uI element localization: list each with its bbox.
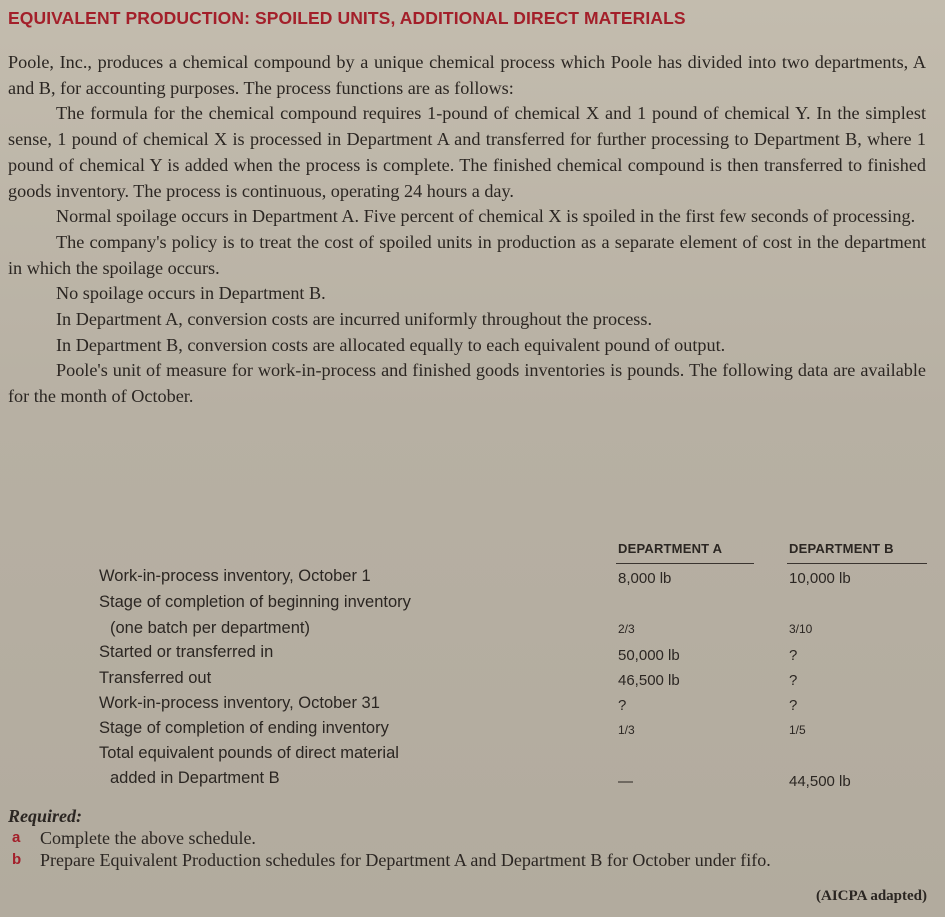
item-text: Complete the above schedule. — [40, 828, 256, 848]
paragraph: Poole, Inc., produces a chemical compound by a unique chemical process which Poole has divided into two departments, A and B, for accounting purposes. The process functions are as follows: — [8, 52, 926, 98]
column-header-department-b: DEPARTMENT B — [789, 541, 894, 556]
cell-dept-a: 46,500 lb — [618, 672, 680, 689]
column-header-department-a: DEPARTMENT A — [618, 541, 723, 556]
paragraph: Poole's unit of measure for work-in-process and finished goods inventories is pounds. The following data are available for the month of October. — [8, 360, 926, 407]
paragraph: In Department B, conversion costs are allocated equally to each equivalent pound of output. — [56, 334, 726, 355]
source-citation: (AICPA adapted) — [816, 888, 927, 904]
row-label: Total equivalent pounds of direct material — [99, 744, 399, 762]
paragraph: The formula for the chemical compound requires 1-pound of chemical X and 1 pound of chemical Y. In the simplest sense, 1 pound of chemical X is processed in Department A and transferred for further processing to Department B, where 1 pound of chemical Y is added when the process is complete. The finished chemical compound is then transferred to finished goods inventory. The process is continuous, operating 24 hours a day. — [8, 103, 926, 201]
row-label: Work-in-process inventory, October 31 — [99, 694, 380, 712]
cell-dept-a: 50,000 lb — [618, 647, 680, 664]
item-letter: a — [12, 829, 21, 846]
row-label: Stage of completion of ending inventory — [99, 719, 389, 737]
row-label: Stage of completion of beginning inventory — [99, 593, 411, 611]
divider — [616, 563, 754, 564]
problem-heading: EQUIVALENT PRODUCTION: SPOILED UNITS, ADDITIONAL DIRECT MATERIALS — [8, 8, 686, 28]
required-item — [8, 849, 933, 871]
row-label: Started or transferred in — [99, 643, 274, 661]
cell-dept-a: — — [618, 773, 633, 790]
required-section — [8, 805, 933, 871]
paragraph: In Department A, conversion costs are incurred uniformly throughout the process. — [56, 309, 652, 330]
item-letter: b — [12, 851, 22, 868]
row-label: added in Department B — [110, 769, 280, 787]
problem-body — [8, 50, 926, 410]
required-title: Required: — [8, 806, 82, 826]
cell-dept-b: 44,500 lb — [789, 773, 851, 790]
divider — [787, 563, 927, 564]
cell-dept-b: 3/10 — [789, 622, 813, 636]
cell-dept-b: ? — [789, 647, 798, 664]
paragraph: The company's policy is to treat the cost of spoiled units in production as a separate element of cost in the department in which the spoilage occurs. — [8, 231, 926, 278]
cell-dept-a: 1/3 — [618, 723, 635, 737]
data-schedule — [0, 530, 945, 800]
required-item — [8, 827, 933, 849]
row-label: Work-in-process inventory, October 1 — [99, 567, 371, 585]
cell-dept-b: 10,000 lb — [789, 570, 851, 587]
cell-dept-a: ? — [618, 697, 627, 714]
cell-dept-b: ? — [789, 697, 798, 714]
row-label: (one batch per department) — [110, 619, 310, 637]
cell-dept-a: 2/3 — [618, 622, 635, 636]
cell-dept-a: 8,000 lb — [618, 570, 672, 587]
paragraph: Normal spoilage occurs in Department A. Five percent of chemical X is spoiled in the first few seconds of processing. — [56, 206, 916, 227]
paragraph: No spoilage occurs in Department B. — [56, 283, 326, 304]
row-label: Transferred out — [99, 669, 212, 687]
cell-dept-b: 1/5 — [789, 723, 806, 737]
item-text: Prepare Equivalent Production schedules for Department A and Department B for October under fifo. — [40, 850, 771, 870]
cell-dept-b: ? — [789, 672, 798, 689]
